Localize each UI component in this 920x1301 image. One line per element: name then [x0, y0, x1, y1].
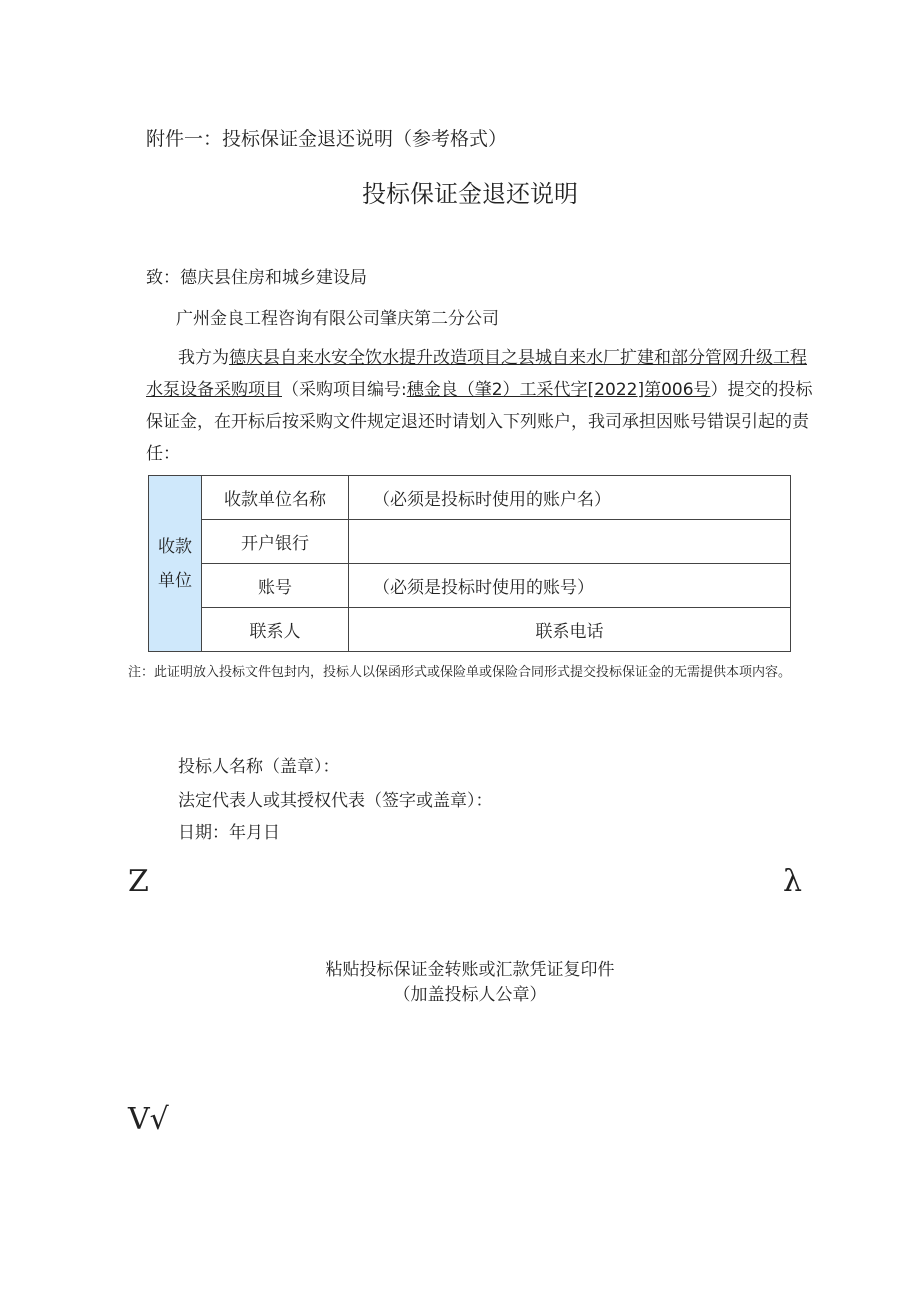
- code-suffix: ）: [710, 380, 728, 400]
- corner-mark-top-left: Z: [128, 864, 149, 899]
- side-label-line1: 收款: [158, 536, 192, 557]
- project-code: 穗金良（肇2）工采代字[2022]第006号: [406, 380, 711, 400]
- body-rest: 提交的投标保证金，在开标后按采购文件规定退还时请划入下列账户，我司承担因账号错误引起的责任：: [146, 380, 813, 464]
- recipient-line: 致：德庆县住房和城乡建设局: [146, 268, 367, 288]
- account-number-label: 账号: [202, 564, 349, 608]
- account-name-value[interactable]: （必须是投标时使用的账户名）: [349, 476, 791, 520]
- account-name-label: 收款单位名称: [202, 476, 349, 520]
- company-line: 广州金良工程咨询有限公司肇庆第二分公司: [176, 309, 499, 329]
- body-paragraph: [146, 342, 816, 470]
- document-title: 投标保证金退还说明: [362, 180, 578, 208]
- paste-seal-note: （加盖投标人公章）: [393, 985, 547, 1005]
- code-prefix: （采购项目编号:: [282, 380, 407, 400]
- intro-text: 我方为: [178, 348, 229, 368]
- legal-rep-line: 法定代表人或其授权代表（签字或盖章）：: [178, 791, 493, 811]
- contact-phone-label: 联系电话: [349, 608, 791, 652]
- side-label-line2: 单位: [158, 570, 192, 591]
- contact-label: 联系人: [202, 608, 349, 652]
- date-line: 日期：年月日: [178, 823, 280, 843]
- account-number-value[interactable]: （必须是投标时使用的账号）: [349, 564, 791, 608]
- bank-value[interactable]: [349, 520, 791, 564]
- project-name: 德庆县自来水安全饮水提升改造项目之县城自来水厂扩建和部分管网升级工程水泵设备采购项目: [146, 348, 807, 400]
- bidder-name-line: 投标人名称（盖章）：: [178, 757, 340, 777]
- paste-instruction: 粘贴投标保证金转账或汇款凭证复印件: [325, 960, 615, 980]
- attachment-title: 附件一：投标保证金退还说明（参考格式）: [146, 128, 508, 150]
- corner-mark-bottom-left: V√: [128, 1102, 169, 1137]
- payee-table: [148, 475, 791, 652]
- payee-side-label: [149, 476, 202, 652]
- corner-mark-top-right: λ: [783, 864, 803, 899]
- bank-label: 开户银行: [202, 520, 349, 564]
- note-text: 注：此证明放入投标文件包封内，投标人以保函形式或保险单或保险合同形式提交投标保证金的无需提供本项内容。: [128, 665, 792, 680]
